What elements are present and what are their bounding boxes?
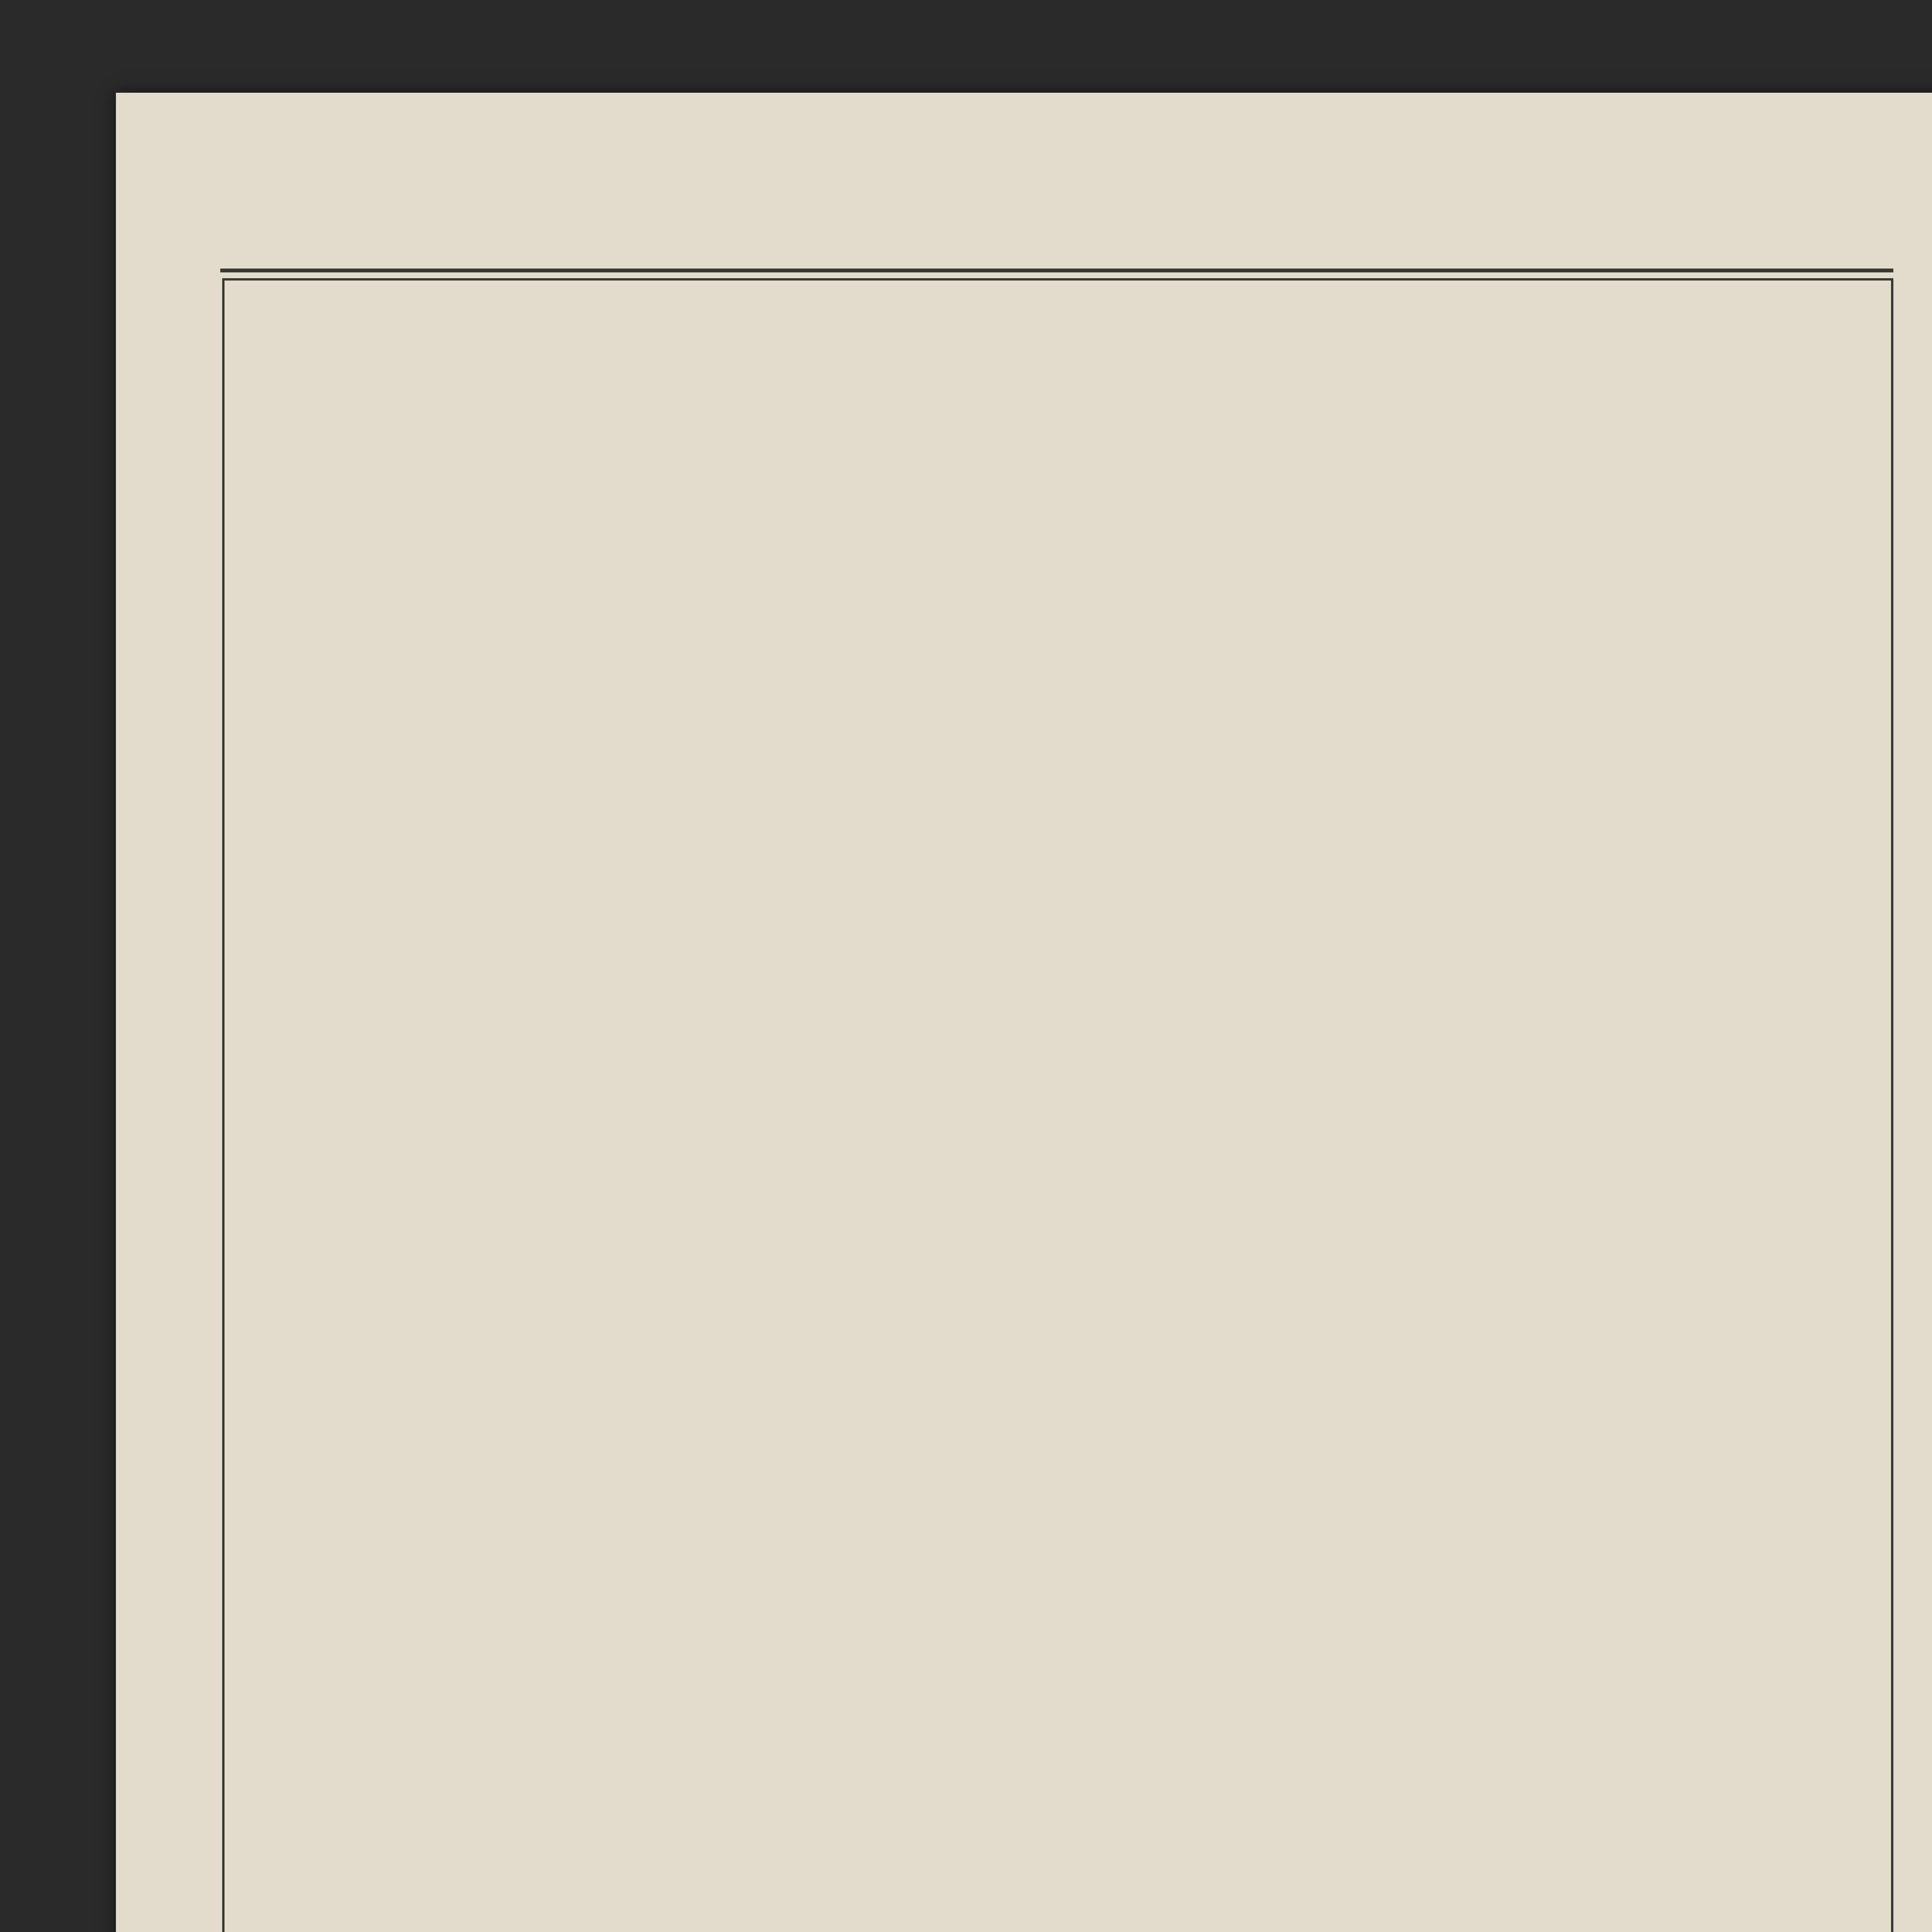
masthead [116, 209, 1932, 267]
masthead-rule [220, 269, 1893, 272]
classified-ads-grid [222, 278, 1893, 1932]
english-date [1229, 222, 1291, 263]
newspaper-page [116, 93, 1932, 1932]
